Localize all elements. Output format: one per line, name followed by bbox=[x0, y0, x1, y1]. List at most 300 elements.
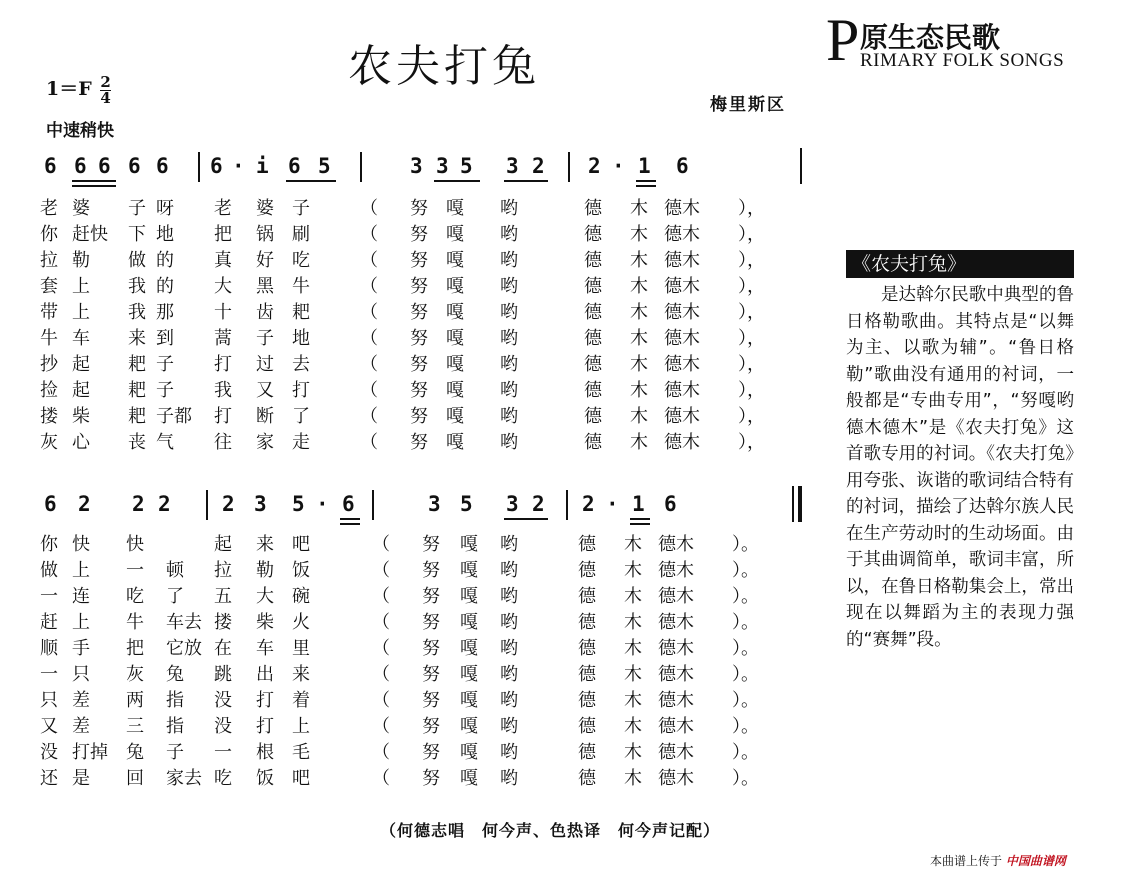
refrain-word: 木 bbox=[630, 432, 648, 453]
lyric-word: 指 bbox=[166, 690, 184, 711]
refrain-word: 德木 bbox=[664, 432, 700, 453]
refrain-word: 嘎 bbox=[446, 276, 464, 297]
note: 3 bbox=[410, 154, 423, 178]
refrain-word: 嘎 bbox=[446, 354, 464, 375]
refrain-word: 哟 bbox=[500, 432, 518, 453]
lyric-word: 车 bbox=[256, 638, 274, 659]
note: 6 bbox=[664, 492, 677, 516]
lyric-word: 那 bbox=[156, 302, 174, 323]
refrain-word: 德 bbox=[578, 690, 596, 711]
lyric-word: 下 bbox=[128, 224, 146, 245]
lyric-word: 拉 bbox=[214, 560, 232, 581]
refrain-word: 德木 bbox=[658, 664, 694, 685]
lyric-word: 赶快 bbox=[72, 224, 108, 245]
refrain-word: 德 bbox=[584, 224, 602, 245]
refrain-word: ）， bbox=[738, 224, 765, 245]
credits: （何德志唱 何今声、色热译 何今声记配） bbox=[380, 821, 721, 840]
lyric-word: 地 bbox=[156, 224, 174, 245]
note: · bbox=[606, 492, 619, 516]
refrain-word: （ bbox=[360, 328, 378, 349]
refrain-word: 努 bbox=[410, 406, 428, 427]
refrain-word: （ bbox=[372, 638, 390, 659]
refrain-word: ）。 bbox=[732, 534, 759, 555]
refrain-word: 努 bbox=[422, 534, 440, 555]
note: 2 bbox=[532, 492, 545, 516]
lyric-word: 做 bbox=[128, 250, 146, 271]
refrain-word: ）， bbox=[738, 380, 765, 401]
note: 6 bbox=[676, 154, 689, 178]
lyric-word: 车去 bbox=[166, 612, 202, 633]
refrain-word: （ bbox=[360, 354, 378, 375]
lyric-line bbox=[0, 246, 800, 272]
lyric-word: 齿 bbox=[256, 302, 274, 323]
lyric-word: 十 bbox=[214, 302, 232, 323]
refrain-word: 努 bbox=[410, 380, 428, 401]
lyric-word: 抄 bbox=[40, 354, 58, 375]
lyric-word: 大 bbox=[214, 276, 232, 297]
refrain-word: ）， bbox=[738, 250, 765, 271]
lyric-word: 气 bbox=[156, 432, 174, 453]
refrain-word: 哟 bbox=[500, 406, 518, 427]
note: 3 bbox=[428, 492, 441, 516]
lyric-word: 差 bbox=[72, 716, 90, 737]
lyric-word: 地 bbox=[292, 328, 310, 349]
note: 5 bbox=[460, 154, 473, 178]
note: 6 bbox=[44, 492, 57, 516]
refrain-word: 木 bbox=[624, 716, 642, 737]
lyric-word: 指 bbox=[166, 716, 184, 737]
refrain-word: 嘎 bbox=[446, 432, 464, 453]
refrain-word: 嘎 bbox=[460, 638, 478, 659]
note: 6 bbox=[342, 492, 355, 516]
lyric-word: 牛 bbox=[40, 328, 58, 349]
lyric-word: 呀 bbox=[156, 198, 174, 219]
lyric-word: 到 bbox=[156, 328, 174, 349]
refrain-word: 木 bbox=[630, 302, 648, 323]
lyric-word: 耙 bbox=[128, 380, 146, 401]
refrain-word: 嘎 bbox=[460, 560, 478, 581]
site-logo: 中国曲谱网 bbox=[1005, 854, 1066, 868]
lyric-word: 你 bbox=[40, 534, 58, 555]
refrain-word: 哟 bbox=[500, 276, 518, 297]
refrain-word: 德木 bbox=[658, 560, 694, 581]
refrain-word: 嘎 bbox=[460, 534, 478, 555]
refrain-word: ）。 bbox=[732, 586, 759, 607]
refrain-word: 哟 bbox=[500, 354, 518, 375]
refrain-word: ）。 bbox=[732, 560, 759, 581]
lyric-word: 在 bbox=[214, 638, 232, 659]
refrain-word: 德木 bbox=[658, 586, 694, 607]
lyric-line bbox=[0, 298, 800, 324]
lyric-word: 断 bbox=[256, 406, 274, 427]
refrain-word: 德木 bbox=[658, 534, 694, 555]
lyric-word: 只 bbox=[72, 664, 90, 685]
note: 2 bbox=[588, 154, 601, 178]
time-bottom: 4 bbox=[100, 88, 111, 107]
lyric-word: 丧 bbox=[128, 432, 146, 453]
lyric-word: 打 bbox=[292, 380, 310, 401]
refrain-word: 努 bbox=[410, 198, 428, 219]
lyric-word: 起 bbox=[214, 534, 232, 555]
key-label: 1＝F bbox=[46, 78, 92, 100]
lyric-word: 往 bbox=[214, 432, 232, 453]
refrain-word: 努 bbox=[410, 328, 428, 349]
refrain-word: 努 bbox=[410, 224, 428, 245]
refrain-word: 德 bbox=[578, 534, 596, 555]
lyric-line bbox=[0, 530, 800, 556]
refrain-word: ）， bbox=[738, 198, 765, 219]
lyric-word: 里 bbox=[292, 638, 310, 659]
refrain-word: 德 bbox=[584, 354, 602, 375]
refrain-word: 木 bbox=[624, 638, 642, 659]
refrain-word: 嘎 bbox=[446, 250, 464, 271]
lyric-word: 了 bbox=[292, 406, 310, 427]
note: 2 bbox=[132, 492, 145, 516]
refrain-word: 木 bbox=[630, 380, 648, 401]
lyric-word: 灰 bbox=[40, 432, 58, 453]
time-top: 2 bbox=[100, 72, 111, 91]
note: 6 bbox=[74, 154, 87, 178]
lyric-word: 吧 bbox=[292, 768, 310, 789]
refrain-word: 德木 bbox=[658, 638, 694, 659]
refrain-word: 木 bbox=[624, 768, 642, 789]
refrain-word: 德木 bbox=[664, 406, 700, 427]
lyric-word: 出 bbox=[256, 664, 274, 685]
lyric-word: 上 bbox=[292, 716, 310, 737]
refrain-word: 木 bbox=[624, 690, 642, 711]
lyric-word: 顺 bbox=[40, 638, 58, 659]
lyric-word: 耙 bbox=[292, 302, 310, 323]
refrain-word: 嘎 bbox=[460, 690, 478, 711]
lyric-word: 碗 bbox=[292, 586, 310, 607]
refrain-word: ）。 bbox=[732, 742, 759, 763]
refrain-word: 德 bbox=[578, 612, 596, 633]
refrain-word: ）。 bbox=[732, 690, 759, 711]
lyric-word: 了 bbox=[166, 586, 184, 607]
refrain-word: 木 bbox=[624, 560, 642, 581]
lyric-word: 真 bbox=[214, 250, 232, 271]
lyric-word: 上 bbox=[72, 560, 90, 581]
refrain-word: 嘎 bbox=[460, 768, 478, 789]
lyric-word: 拉 bbox=[40, 250, 58, 271]
refrain-word: 木 bbox=[630, 328, 648, 349]
lyric-word: 柴 bbox=[72, 406, 90, 427]
lyric-word: 还 bbox=[40, 768, 58, 789]
lyric-word: 心 bbox=[72, 432, 90, 453]
lyric-word: 套 bbox=[40, 276, 58, 297]
lyric-word: 快 bbox=[126, 534, 144, 555]
refrain-word: 德木 bbox=[664, 198, 700, 219]
refrain-word: 努 bbox=[422, 638, 440, 659]
lyric-word: 家 bbox=[256, 432, 274, 453]
refrain-word: 哟 bbox=[500, 560, 518, 581]
refrain-word: ）， bbox=[738, 328, 765, 349]
lyric-word: 车 bbox=[72, 328, 90, 349]
refrain-word: 努 bbox=[422, 768, 440, 789]
lyric-word: 子都 bbox=[156, 406, 192, 427]
lyric-word: 柴 bbox=[256, 612, 274, 633]
note: · bbox=[316, 492, 329, 516]
lyric-word: 好 bbox=[256, 250, 274, 271]
notation-line-1 bbox=[0, 154, 820, 194]
lyric-word: 两 bbox=[126, 690, 144, 711]
refrain-word: （ bbox=[372, 664, 390, 685]
lyric-word: 着 bbox=[292, 690, 310, 711]
note: 2 bbox=[582, 492, 595, 516]
refrain-word: 努 bbox=[422, 690, 440, 711]
lyric-word: 一 bbox=[40, 664, 58, 685]
lyric-word: 又 bbox=[40, 716, 58, 737]
lyric-word: 带 bbox=[40, 302, 58, 323]
lyric-word: 黑 bbox=[256, 276, 274, 297]
lyric-word: 家去 bbox=[166, 768, 202, 789]
refrain-word: 嘎 bbox=[460, 716, 478, 737]
lyric-line bbox=[0, 764, 800, 790]
refrain-word: 德 bbox=[578, 664, 596, 685]
refrain-word: 德木 bbox=[664, 328, 700, 349]
lyric-word: 耙 bbox=[128, 406, 146, 427]
lyric-word: 老 bbox=[40, 198, 58, 219]
lyric-line bbox=[0, 582, 800, 608]
lyric-word: 打掉 bbox=[72, 742, 108, 763]
lyric-line bbox=[0, 608, 800, 634]
lyric-word: 锅 bbox=[256, 224, 274, 245]
refrain-word: 德木 bbox=[658, 612, 694, 633]
note: 6 bbox=[156, 154, 169, 178]
lyric-word: 毛 bbox=[292, 742, 310, 763]
refrain-word: 木 bbox=[630, 406, 648, 427]
refrain-word: （ bbox=[360, 250, 378, 271]
refrain-word: 德木 bbox=[664, 354, 700, 375]
lyric-word: 你 bbox=[40, 224, 58, 245]
lyric-line bbox=[0, 660, 800, 686]
sidebar-heading: 《农夫打兔》 bbox=[846, 250, 1074, 278]
lyric-word: 子 bbox=[292, 198, 310, 219]
lyric-word: 没 bbox=[214, 690, 232, 711]
lyric-line bbox=[0, 350, 800, 376]
lyric-word: 把 bbox=[214, 224, 232, 245]
lyric-word: 上 bbox=[72, 276, 90, 297]
refrain-word: 木 bbox=[624, 586, 642, 607]
note: i bbox=[256, 154, 269, 178]
sidebar-text: 是达斡尔民歌中典型的鲁日格勒歌曲。其特点是“以舞为主、以歌为辅”。“鲁日格勒”歌曲没有通用的衬词，一般都是“专曲专用”，“努嘎哟德木德木”是《农夫打兔》这首歌专用的衬词。《农夫打兔》用夸张、诙谐的歌词结合特有的衬词，描绘了达斡尔族人民在生产劳动时的生动场面。由于其曲调简单，歌词丰富，所以，在鲁日格勒集会上，常出现在以舞蹈为主的表现力强的“赛舞”段。 bbox=[846, 285, 1074, 650]
lyric-word: 顿 bbox=[166, 560, 184, 581]
refrain-word: 努 bbox=[410, 276, 428, 297]
note: 3 bbox=[506, 154, 519, 178]
note: 6 bbox=[210, 154, 223, 178]
refrain-word: 努 bbox=[422, 664, 440, 685]
lyric-word: 子 bbox=[166, 742, 184, 763]
note: 6 bbox=[128, 154, 141, 178]
lyric-word: 勒 bbox=[72, 250, 90, 271]
refrain-word: 德木 bbox=[658, 742, 694, 763]
refrain-word: 哟 bbox=[500, 198, 518, 219]
lyric-word: 饭 bbox=[292, 560, 310, 581]
refrain-word: ）， bbox=[738, 406, 765, 427]
refrain-word: 哟 bbox=[500, 224, 518, 245]
refrain-word: 德木 bbox=[658, 690, 694, 711]
lyric-word: 起 bbox=[72, 354, 90, 375]
lyric-word: 子 bbox=[256, 328, 274, 349]
note: 6 bbox=[98, 154, 111, 178]
lyric-word: 过 bbox=[256, 354, 274, 375]
lyric-word: 刷 bbox=[292, 224, 310, 245]
refrain-word: 哟 bbox=[500, 380, 518, 401]
refrain-word: 木 bbox=[624, 612, 642, 633]
lyric-word: 三 bbox=[126, 716, 144, 737]
lyric-word: 上 bbox=[72, 612, 90, 633]
note: 5 bbox=[292, 492, 305, 516]
lyric-word: 打 bbox=[256, 716, 274, 737]
time-signature bbox=[100, 72, 111, 107]
refrain-word: （ bbox=[372, 612, 390, 633]
lyric-line bbox=[0, 194, 800, 220]
description-sidebar bbox=[846, 250, 1074, 653]
refrain-word: 德 bbox=[578, 716, 596, 737]
lyric-word: 它放 bbox=[166, 638, 202, 659]
refrain-word: 嘎 bbox=[446, 406, 464, 427]
refrain-word: 努 bbox=[410, 432, 428, 453]
lyric-word: 大 bbox=[256, 586, 274, 607]
lyric-word: 手 bbox=[72, 638, 90, 659]
lyric-word: 牛 bbox=[292, 276, 310, 297]
lyric-word: 打 bbox=[214, 354, 232, 375]
lyric-word: 我 bbox=[128, 302, 146, 323]
refrain-word: 德木 bbox=[664, 224, 700, 245]
refrain-word: 德木 bbox=[664, 250, 700, 271]
lyric-word: 上 bbox=[72, 302, 90, 323]
refrain-word: 德木 bbox=[658, 716, 694, 737]
lyric-word: 子 bbox=[128, 198, 146, 219]
refrain-word: ）， bbox=[738, 302, 765, 323]
lyric-word: 跳 bbox=[214, 664, 232, 685]
refrain-word: 努 bbox=[410, 354, 428, 375]
tempo-mark: 中速稍快 bbox=[46, 121, 114, 141]
refrain-word: 木 bbox=[630, 224, 648, 245]
refrain-word: 德 bbox=[578, 638, 596, 659]
brand-initial: P bbox=[826, 7, 860, 73]
upload-note bbox=[930, 852, 1066, 869]
lyric-word: 吃 bbox=[126, 586, 144, 607]
refrain-word: 木 bbox=[630, 354, 648, 375]
lyric-word: 连 bbox=[72, 586, 90, 607]
lyric-line bbox=[0, 686, 800, 712]
refrain-word: 德 bbox=[584, 380, 602, 401]
refrain-word: 木 bbox=[630, 250, 648, 271]
refrain-word: 努 bbox=[422, 586, 440, 607]
note: 2 bbox=[532, 154, 545, 178]
lyric-word: 回 bbox=[126, 768, 144, 789]
refrain-word: 德木 bbox=[664, 302, 700, 323]
lyric-word: 把 bbox=[126, 638, 144, 659]
refrain-word: 德 bbox=[584, 432, 602, 453]
refrain-word: 德 bbox=[584, 198, 602, 219]
note: 3 bbox=[506, 492, 519, 516]
lyric-word: 根 bbox=[256, 742, 274, 763]
lyric-word: 来 bbox=[128, 328, 146, 349]
refrain-word: 嘎 bbox=[446, 328, 464, 349]
lyric-word: 一 bbox=[126, 560, 144, 581]
brand-en: RIMARY FOLK SONGS bbox=[860, 50, 1065, 71]
refrain-word: 德 bbox=[584, 328, 602, 349]
refrain-word: 哟 bbox=[500, 250, 518, 271]
lyric-word: 打 bbox=[256, 690, 274, 711]
refrain-word: （ bbox=[360, 302, 378, 323]
refrain-word: 德 bbox=[584, 302, 602, 323]
refrain-word: ）。 bbox=[732, 612, 759, 633]
refrain-word: 努 bbox=[410, 250, 428, 271]
refrain-word: 努 bbox=[422, 716, 440, 737]
lyric-word: 捡 bbox=[40, 380, 58, 401]
refrain-word: 哟 bbox=[500, 638, 518, 659]
refrain-word: （ bbox=[360, 198, 378, 219]
refrain-word: （ bbox=[360, 276, 378, 297]
refrain-word: 哟 bbox=[500, 768, 518, 789]
refrain-word: ）， bbox=[738, 432, 765, 453]
refrain-word: 嘎 bbox=[446, 224, 464, 245]
lyric-word: 来 bbox=[256, 534, 274, 555]
refrain-word: ）， bbox=[738, 354, 765, 375]
refrain-word: （ bbox=[372, 768, 390, 789]
refrain-word: 嘎 bbox=[446, 198, 464, 219]
lyric-word: 子 bbox=[156, 354, 174, 375]
lyric-word: 来 bbox=[292, 664, 310, 685]
refrain-word: 德木 bbox=[664, 380, 700, 401]
key-signature bbox=[46, 74, 111, 106]
lyric-word: 五 bbox=[214, 586, 232, 607]
lyric-line bbox=[0, 634, 800, 660]
lyric-word: 搂 bbox=[214, 612, 232, 633]
refrain-word: 嘎 bbox=[460, 664, 478, 685]
refrain-word: 哟 bbox=[500, 302, 518, 323]
refrain-word: ）， bbox=[738, 276, 765, 297]
lyric-word: 兔 bbox=[126, 742, 144, 763]
lyric-word: 的 bbox=[156, 250, 174, 271]
note: 5 bbox=[460, 492, 473, 516]
brand-zh: 原生态民歌 bbox=[860, 21, 1001, 54]
refrain-word: 哟 bbox=[500, 716, 518, 737]
refrain-word: 哟 bbox=[500, 534, 518, 555]
song-title: 农夫打兔 bbox=[348, 41, 540, 92]
lyric-word: 去 bbox=[292, 354, 310, 375]
refrain-word: 德 bbox=[578, 742, 596, 763]
upload-prefix: 本曲谱上传于 bbox=[930, 854, 1003, 868]
refrain-word: 德 bbox=[584, 250, 602, 271]
lyric-line bbox=[0, 738, 800, 764]
refrain-word: （ bbox=[372, 742, 390, 763]
lyric-word: 勒 bbox=[256, 560, 274, 581]
lyric-word: 吃 bbox=[292, 250, 310, 271]
lyric-word: 一 bbox=[40, 586, 58, 607]
lyric-line bbox=[0, 556, 800, 582]
refrain-word: （ bbox=[360, 432, 378, 453]
lyric-word: 老 bbox=[214, 198, 232, 219]
lyric-word: 赶 bbox=[40, 612, 58, 633]
refrain-word: （ bbox=[360, 224, 378, 245]
note: · bbox=[612, 154, 625, 178]
lyric-line bbox=[0, 324, 800, 350]
lyric-word: 我 bbox=[128, 276, 146, 297]
region-label: 梅里斯区 bbox=[710, 95, 786, 115]
refrain-word: ）。 bbox=[732, 716, 759, 737]
lyric-word: 火 bbox=[292, 612, 310, 633]
refrain-word: 德木 bbox=[658, 768, 694, 789]
refrain-word: 嘎 bbox=[446, 302, 464, 323]
lyric-line bbox=[0, 272, 800, 298]
lyric-word: 的 bbox=[156, 276, 174, 297]
lyric-line bbox=[0, 428, 800, 454]
refrain-word: ）。 bbox=[732, 768, 759, 789]
